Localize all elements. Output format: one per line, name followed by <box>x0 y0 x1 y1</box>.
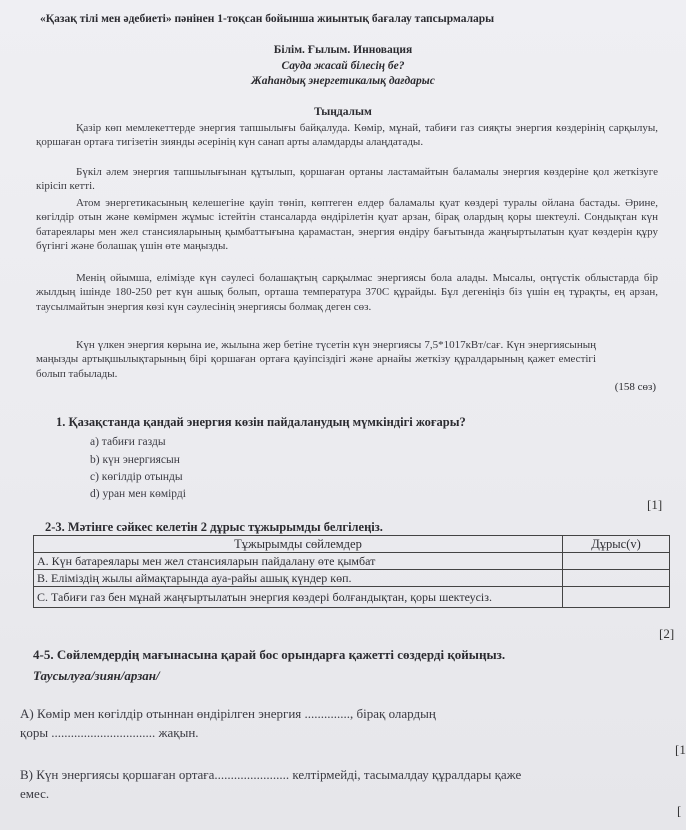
word-count: (158 сөз) <box>614 381 656 393</box>
table-row <box>34 570 670 587</box>
sentence-a-points: [1 <box>675 742 686 757</box>
table-header-row <box>34 536 670 553</box>
word-bank: Таусылуға/зиян/арзан/ <box>33 668 160 683</box>
document-title: «Қазақ тілі мен әдебиеті» пәнінен 1-тоқсан бойынша жиынтық бағалау тапсырмалары <box>40 13 495 25</box>
listening-heading: Тыңдалым <box>314 106 372 118</box>
statements-table <box>33 535 670 608</box>
answer-cell-b[interactable] <box>563 570 670 587</box>
listening-paragraph-1 <box>36 121 658 150</box>
listening-paragraph-5 <box>36 338 596 381</box>
listening-paragraph-4 <box>36 271 658 314</box>
section-title-2: Сауда жасай білесің бе? <box>281 60 405 72</box>
paragraph-text: Атом энергетикасының келешегіне қауіп төніп, көптеген елдер баламалы қуат көздері туралы ойлана бастады. Әрине, көгілдір отын және көмірмен жұмыс істейтін стансаларда өндірілетін қуат арзан, бірақ олардың қоры шектеулі. Сондықтан күн батареялары мен жел стансияларының қымбаттығына қарамастан, энергия өндіру бағытында жаңғыртылатын қуат көздерін құру бүгінгі және болашақ үшін өте маңызды. <box>36 197 658 253</box>
answer-cell-a[interactable] <box>563 553 670 570</box>
paragraph-text: Қазір көп мемлекеттерде энергия тапшылығы байқалуда. Көмір, мұнай, табиғи газ сияқты энергия көздерінің сарқылуы, қоршаған ортаға тигізетін зиянды әсерінің күн санап арты аламдарды алаңдатады. <box>36 122 658 149</box>
paragraph-text: Менің ойымша, елімізде күн сәулесі болашақтың сарқылмас энергиясы бола алады. Мысалы, оңтүстік облыстарда бір жылдың ішінде 180-250 рет күн ашық болып, орташа температура 370С құрайды. Бұл дегеніңіз біз үшін ең тұрақты, ең арзан, таусылмайтын энергия көзі күн сәулесінің энергиясы болмақ деген сөз. <box>36 272 658 313</box>
section-title-3: Жаһандық энергетикалық дағдарыс <box>251 75 435 87</box>
table-row <box>34 587 670 608</box>
sentence-b-points: [ <box>677 803 682 818</box>
statement-b: В. Еліміздің жылы аймақтарында ауа-райы ашық күндер көп. <box>34 570 563 587</box>
statement-a: А. Күн батареялары мен жел стансияларын пайдалану өте қымбат <box>34 553 563 570</box>
question-1-points: [1] <box>647 497 663 512</box>
answer-option-c: c) көгілдір отынды <box>90 471 183 483</box>
question-2-3-points: [2] <box>659 626 675 641</box>
column-header-correct: Дұрыс(v) <box>563 536 670 553</box>
question-1: 1. Қазақстанда қандай энергия көзін пайдаланудың мүмкіндігі жоғары? <box>56 415 466 429</box>
answer-cell-c[interactable] <box>563 587 670 608</box>
paragraph-text: Күн үлкен энергия көрына ие, жылына жер бетіне түсетін күн энергиясы 7,5*1017кВт/сағ. Күн энергиясының маңызды артықшылықтарының бірі қоршаған ортаға қауіпсіздігі және арнайы жеткізу құралдарының қажет еместігі болып табылады. <box>36 339 596 380</box>
answer-option-b: b) күн энергиясын <box>90 454 180 466</box>
listening-paragraph-2 <box>36 165 658 194</box>
sentence-b-line-2: емес. <box>20 786 50 801</box>
listening-paragraph-3 <box>36 196 658 254</box>
column-header-statements: Тұжырымды сөйлемдер <box>34 536 563 553</box>
answer-option-a: а) табиғи газды <box>90 436 166 448</box>
table-row <box>34 553 670 570</box>
section-title-1: Білім. Ғылым. Инновация <box>273 44 413 56</box>
sentence-a-line-1: А) Көмір мен көгілдір отыннан өндірілген энергия .............., бірақ олардың <box>20 706 436 721</box>
answer-option-d: d) уран мен көмірді <box>90 488 186 500</box>
paragraph-text: Бүкіл әлем энергия тапшылығынан құтылып, қоршаған ортаны ластамайтын баламалы энергия көздеріне қол жеткізуге кірісіп кетті. <box>36 166 658 193</box>
sentence-b-line-1: В) Күн энергиясы қоршаған ортаға....................... келтірмейді, тасымалдау құралдары қаже <box>20 767 522 782</box>
statement-c: С. Табиғи газ бен мұнай жаңғыртылатын энергия көздері болғандықтан, қоры шектеусіз. <box>34 587 563 608</box>
sentence-a-line-2: қоры ................................ жақын. <box>20 725 199 740</box>
question-2-3: 2-3. Мәтінге сәйкес келетін 2 дұрыс тұжырымды белгілеңіз. <box>45 520 383 534</box>
question-4-5: 4-5. Сөйлемдердің мағынасына қарай бос орындарға қажетті сөздерді қойыңыз. <box>33 647 506 662</box>
